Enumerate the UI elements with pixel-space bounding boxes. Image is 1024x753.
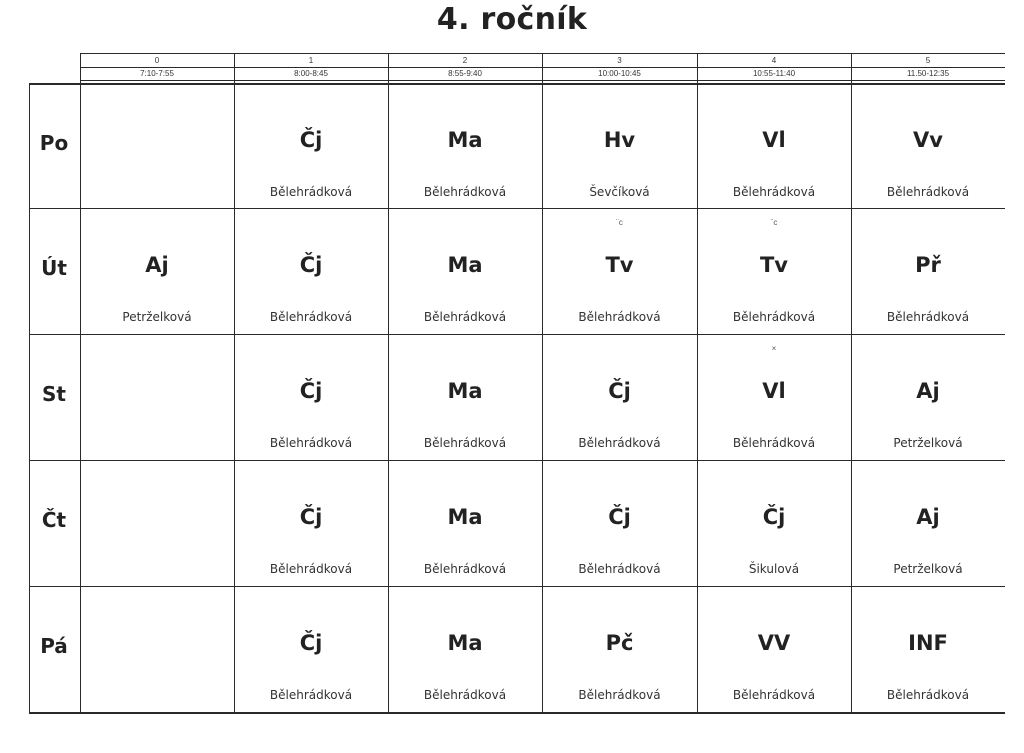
lesson-cell bbox=[234, 208, 388, 334]
lesson-cell bbox=[388, 586, 542, 712]
teacher-name: Bělehrádková bbox=[423, 310, 507, 324]
subject-code: Ma bbox=[447, 505, 483, 529]
teacher-name: Bělehrádková bbox=[269, 310, 353, 324]
lesson-cell bbox=[234, 460, 388, 586]
period-time: 8:00-8:45 bbox=[294, 69, 328, 78]
teacher-name: Petrželková bbox=[893, 562, 963, 576]
lesson-cell bbox=[851, 208, 1005, 334]
subject-code: Př bbox=[915, 253, 941, 277]
lesson-cell bbox=[697, 334, 851, 460]
teacher-name: Bělehrádková bbox=[886, 310, 970, 324]
lesson-cell bbox=[234, 334, 388, 460]
subject-code: Čj bbox=[299, 253, 323, 277]
subject-code: Čj bbox=[762, 505, 786, 529]
lesson-cell bbox=[388, 334, 542, 460]
teacher-name: Bělehrádková bbox=[732, 688, 816, 702]
teacher-name: Bělehrádková bbox=[732, 310, 816, 324]
lesson-cell bbox=[80, 208, 234, 334]
teacher-name: Bělehrádková bbox=[269, 436, 353, 450]
subject-code: Aj bbox=[916, 505, 940, 529]
teacher-name: Bělehrádková bbox=[423, 436, 507, 450]
teacher-name: Petrželková bbox=[122, 310, 192, 324]
day-label: Po bbox=[39, 131, 69, 155]
subject-code: Tv bbox=[759, 253, 788, 277]
lesson-cell bbox=[851, 586, 1005, 712]
subject-code: Pč bbox=[605, 631, 634, 655]
subject-code: VV bbox=[757, 631, 791, 655]
lesson-cell bbox=[851, 334, 1005, 460]
teacher-name: Bělehrádková bbox=[578, 436, 661, 450]
lesson-cell bbox=[851, 460, 1005, 586]
teacher-name: Bělehrádková bbox=[423, 185, 507, 199]
lesson-cell bbox=[234, 586, 388, 712]
period-time: 8:55-9:40 bbox=[448, 69, 482, 78]
lesson-cell bbox=[542, 586, 697, 712]
lesson-cell bbox=[697, 586, 851, 712]
teacher-name: Bělehrádková bbox=[269, 688, 353, 702]
period-number: 2 bbox=[462, 56, 468, 65]
teacher-name: Bělehrádková bbox=[578, 562, 661, 576]
empty-lesson-cell bbox=[80, 334, 234, 460]
period-time: 10:55-11:40 bbox=[752, 69, 796, 78]
teacher-name: Bělehrádková bbox=[732, 436, 816, 450]
lesson-cell bbox=[542, 208, 697, 334]
subject-code: Ma bbox=[447, 253, 483, 277]
subject-code: Čj bbox=[299, 505, 323, 529]
subject-code: Čj bbox=[299, 379, 323, 403]
subject-code: INF bbox=[908, 631, 948, 655]
period-time: 10:00-10:45 bbox=[598, 69, 641, 78]
lesson-cell bbox=[851, 83, 1005, 208]
page-title: 4. ročník bbox=[436, 2, 588, 37]
teacher-name: Šikulová bbox=[748, 562, 800, 576]
teacher-name: Bělehrádková bbox=[578, 310, 661, 324]
teacher-name: Bělehrádková bbox=[578, 688, 661, 702]
period-number: 5 bbox=[925, 56, 931, 65]
teacher-name: Petrželková bbox=[893, 436, 963, 450]
period-time: 11.50-12:35 bbox=[906, 69, 950, 78]
teacher-name: Bělehrádková bbox=[269, 185, 353, 199]
period-number: 0 bbox=[154, 56, 160, 65]
lesson-cell bbox=[234, 83, 388, 208]
subject-code: Hv bbox=[603, 128, 636, 152]
teacher-name: Bělehrádková bbox=[886, 185, 970, 199]
lesson-cell bbox=[388, 460, 542, 586]
day-label: Pá bbox=[40, 634, 68, 658]
teacher-name: Bělehrádková bbox=[886, 688, 970, 702]
subject-code: Aj bbox=[916, 379, 940, 403]
teacher-name: Bělehrádková bbox=[423, 688, 507, 702]
cell-mark: ¨c bbox=[616, 218, 623, 227]
day-label: St bbox=[42, 382, 66, 406]
subject-code: Čj bbox=[608, 379, 631, 403]
teacher-name: Bělehrádková bbox=[423, 562, 507, 576]
lesson-cell bbox=[542, 83, 697, 208]
subject-code: Aj bbox=[145, 253, 169, 277]
subject-code: Vl bbox=[762, 379, 786, 403]
row-divider bbox=[29, 712, 1005, 714]
teacher-name: Bělehrádková bbox=[732, 185, 816, 199]
day-label: Čt bbox=[41, 508, 67, 532]
empty-lesson-cell bbox=[80, 586, 234, 712]
empty-lesson-cell bbox=[80, 83, 234, 208]
subject-code: Tv bbox=[605, 253, 634, 277]
subject-code: Čj bbox=[608, 505, 631, 529]
period-number: 4 bbox=[771, 56, 777, 65]
lesson-cell bbox=[697, 460, 851, 586]
teacher-name: Bělehrádková bbox=[269, 562, 353, 576]
subject-code: Ma bbox=[447, 631, 483, 655]
period-number: 1 bbox=[308, 56, 314, 65]
subject-code: Vl bbox=[762, 128, 786, 152]
subject-code: Vv bbox=[913, 128, 943, 152]
teacher-name: Ševčíková bbox=[589, 185, 650, 199]
subject-code: Čj bbox=[299, 128, 323, 152]
subject-code: Ma bbox=[447, 379, 483, 403]
lesson-cell bbox=[542, 334, 697, 460]
cell-mark: × bbox=[771, 344, 777, 353]
subject-code: Ma bbox=[447, 128, 483, 152]
day-label: Út bbox=[41, 256, 67, 280]
lesson-cell bbox=[542, 460, 697, 586]
lesson-cell bbox=[697, 83, 851, 208]
subject-code: Čj bbox=[299, 631, 323, 655]
lesson-cell bbox=[388, 208, 542, 334]
period-number: 3 bbox=[617, 56, 622, 65]
lesson-cell bbox=[697, 208, 851, 334]
lesson-cell bbox=[388, 83, 542, 208]
empty-lesson-cell bbox=[80, 460, 234, 586]
period-time: 7:10-7:55 bbox=[140, 69, 174, 78]
cell-mark: ¨c bbox=[770, 218, 778, 227]
